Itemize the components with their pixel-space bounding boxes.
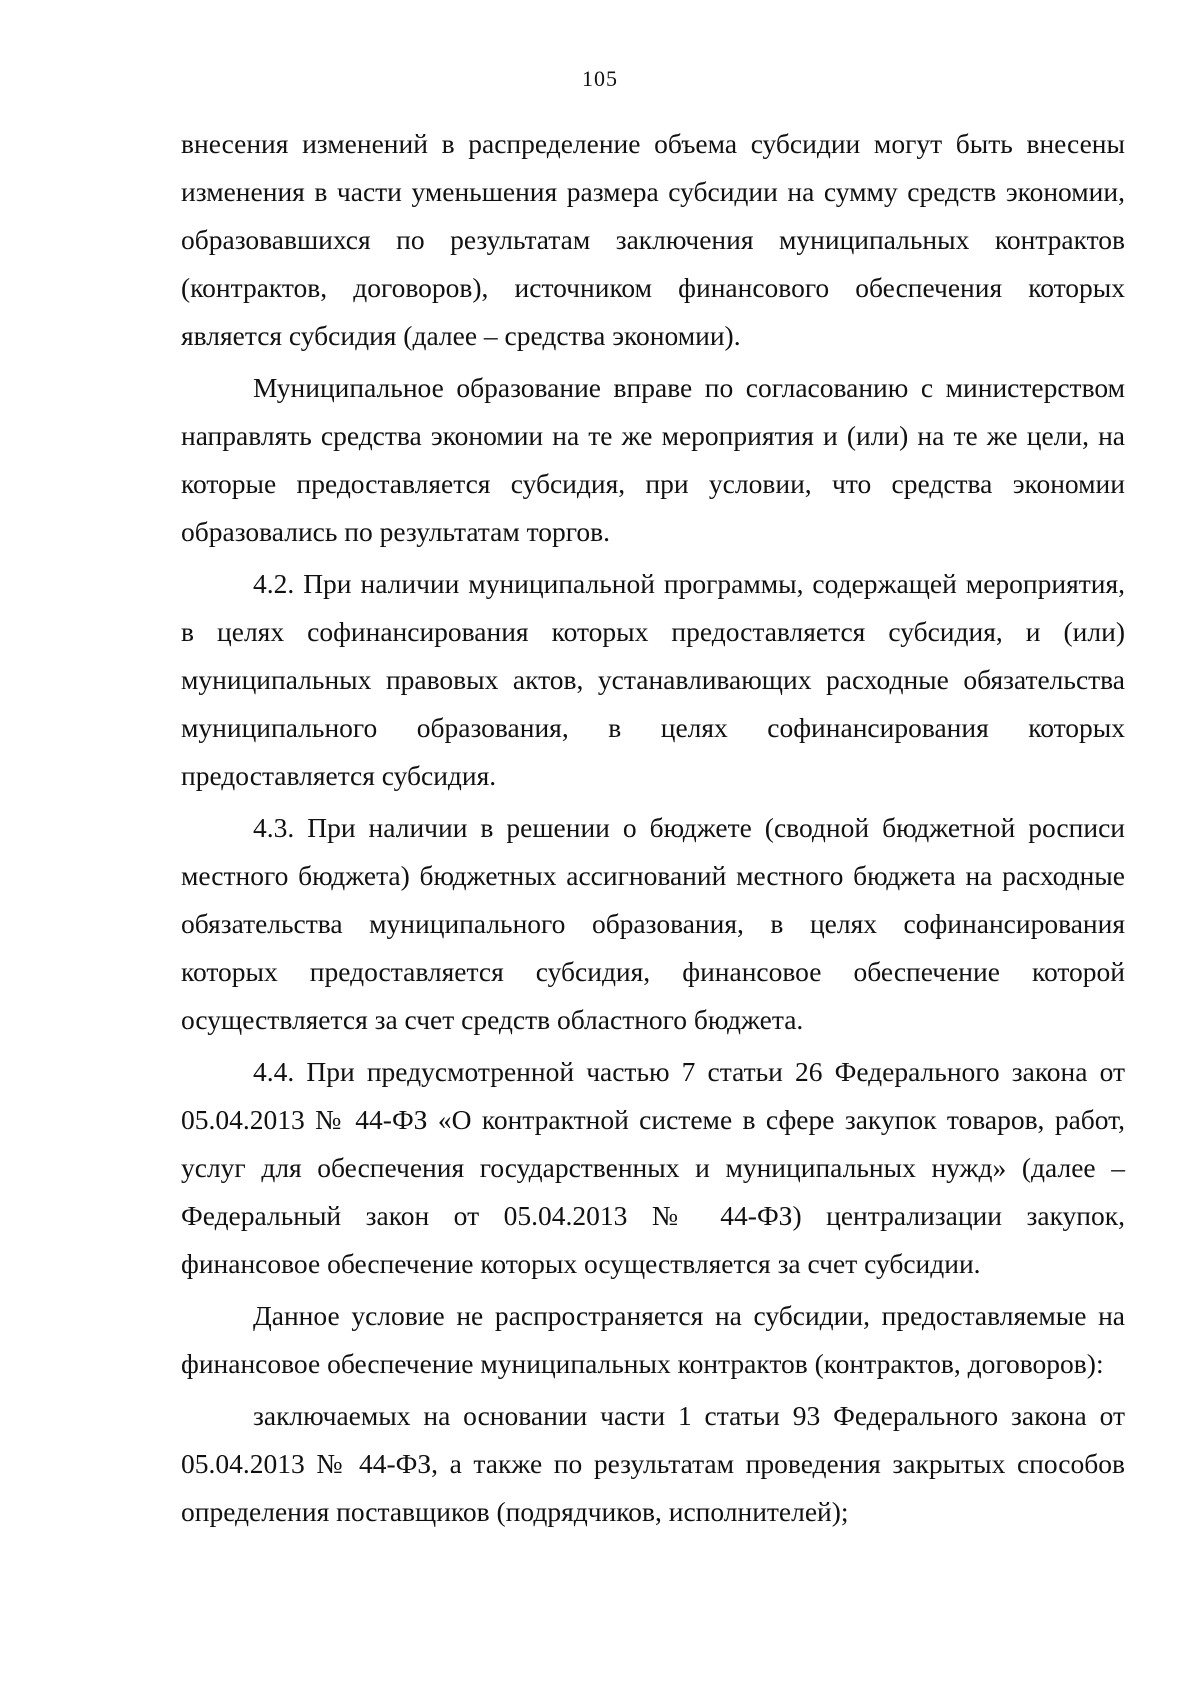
- document-body: [181, 120, 1125, 1536]
- paragraph-condition-exception: Данное условие не распространяется на субсидии, предоставляемые на финансовое обеспечение муниципальных контрактов (контрактов, договоров):: [181, 1300, 1125, 1379]
- page-number: 105: [582, 66, 618, 91]
- paragraph-continuation: внесения изменений в распределение объема субсидии могут быть внесены изменения в части уменьшения размера субсидии на сумму средств экономии, образовавшихся по результатам заключения муниципальных контрактов (контрактов, договоров), источником финансового обеспечения которых является субсидия (далее – средства экономии).: [181, 128, 1125, 351]
- paragraph-4-2: 4.2. При наличии муниципальной программы, содержащей мероприятия, в целях софинансирования которых предоставляется субсидия, и (или) муниципальных правовых актов, устанавливающих расходные обязательства муниципального образования, в целях софинансирования которых предоставляется субсидия.: [181, 568, 1125, 791]
- paragraph-contracts-concluded: заключаемых на основании части 1 статьи 93 Федерального закона от 05.04.2013 № 44-ФЗ, а также по результатам проведения закрытых способов определения поставщиков (подрядчиков, исполнителей);: [181, 1400, 1125, 1527]
- paragraph-4-3: 4.3. При наличии в решении о бюджете (сводной бюджетной росписи местного бюджета) бюджетных ассигнований местного бюджета на расходные обязательства муниципального образования, в целях софинансирования которых предоставляется субсидия, финансовое обеспечение которой осуществляется за счет средств областного бюджета.: [181, 812, 1125, 1035]
- paragraph-municipal-right: Муниципальное образование вправе по согласованию с министерством направлять средства экономии на те же мероприятия и (или) на те же цели, на которые предоставляется субсидия, при условии, что средства экономии образовались по результатам торгов.: [181, 372, 1125, 547]
- paragraph-4-4: 4.4. При предусмотренной частью 7 статьи 26 Федерального закона от 05.04.2013 № 44-ФЗ «О контрактной системе в сфере закупок товаров, работ, услуг для обеспечения государственных и муниципальных нужд» (далее – Федеральный закон от 05.04.2013 № 44-ФЗ) централизации закупок, финансовое обеспечение которых осуществляется за счет субсидии.: [181, 1056, 1125, 1279]
